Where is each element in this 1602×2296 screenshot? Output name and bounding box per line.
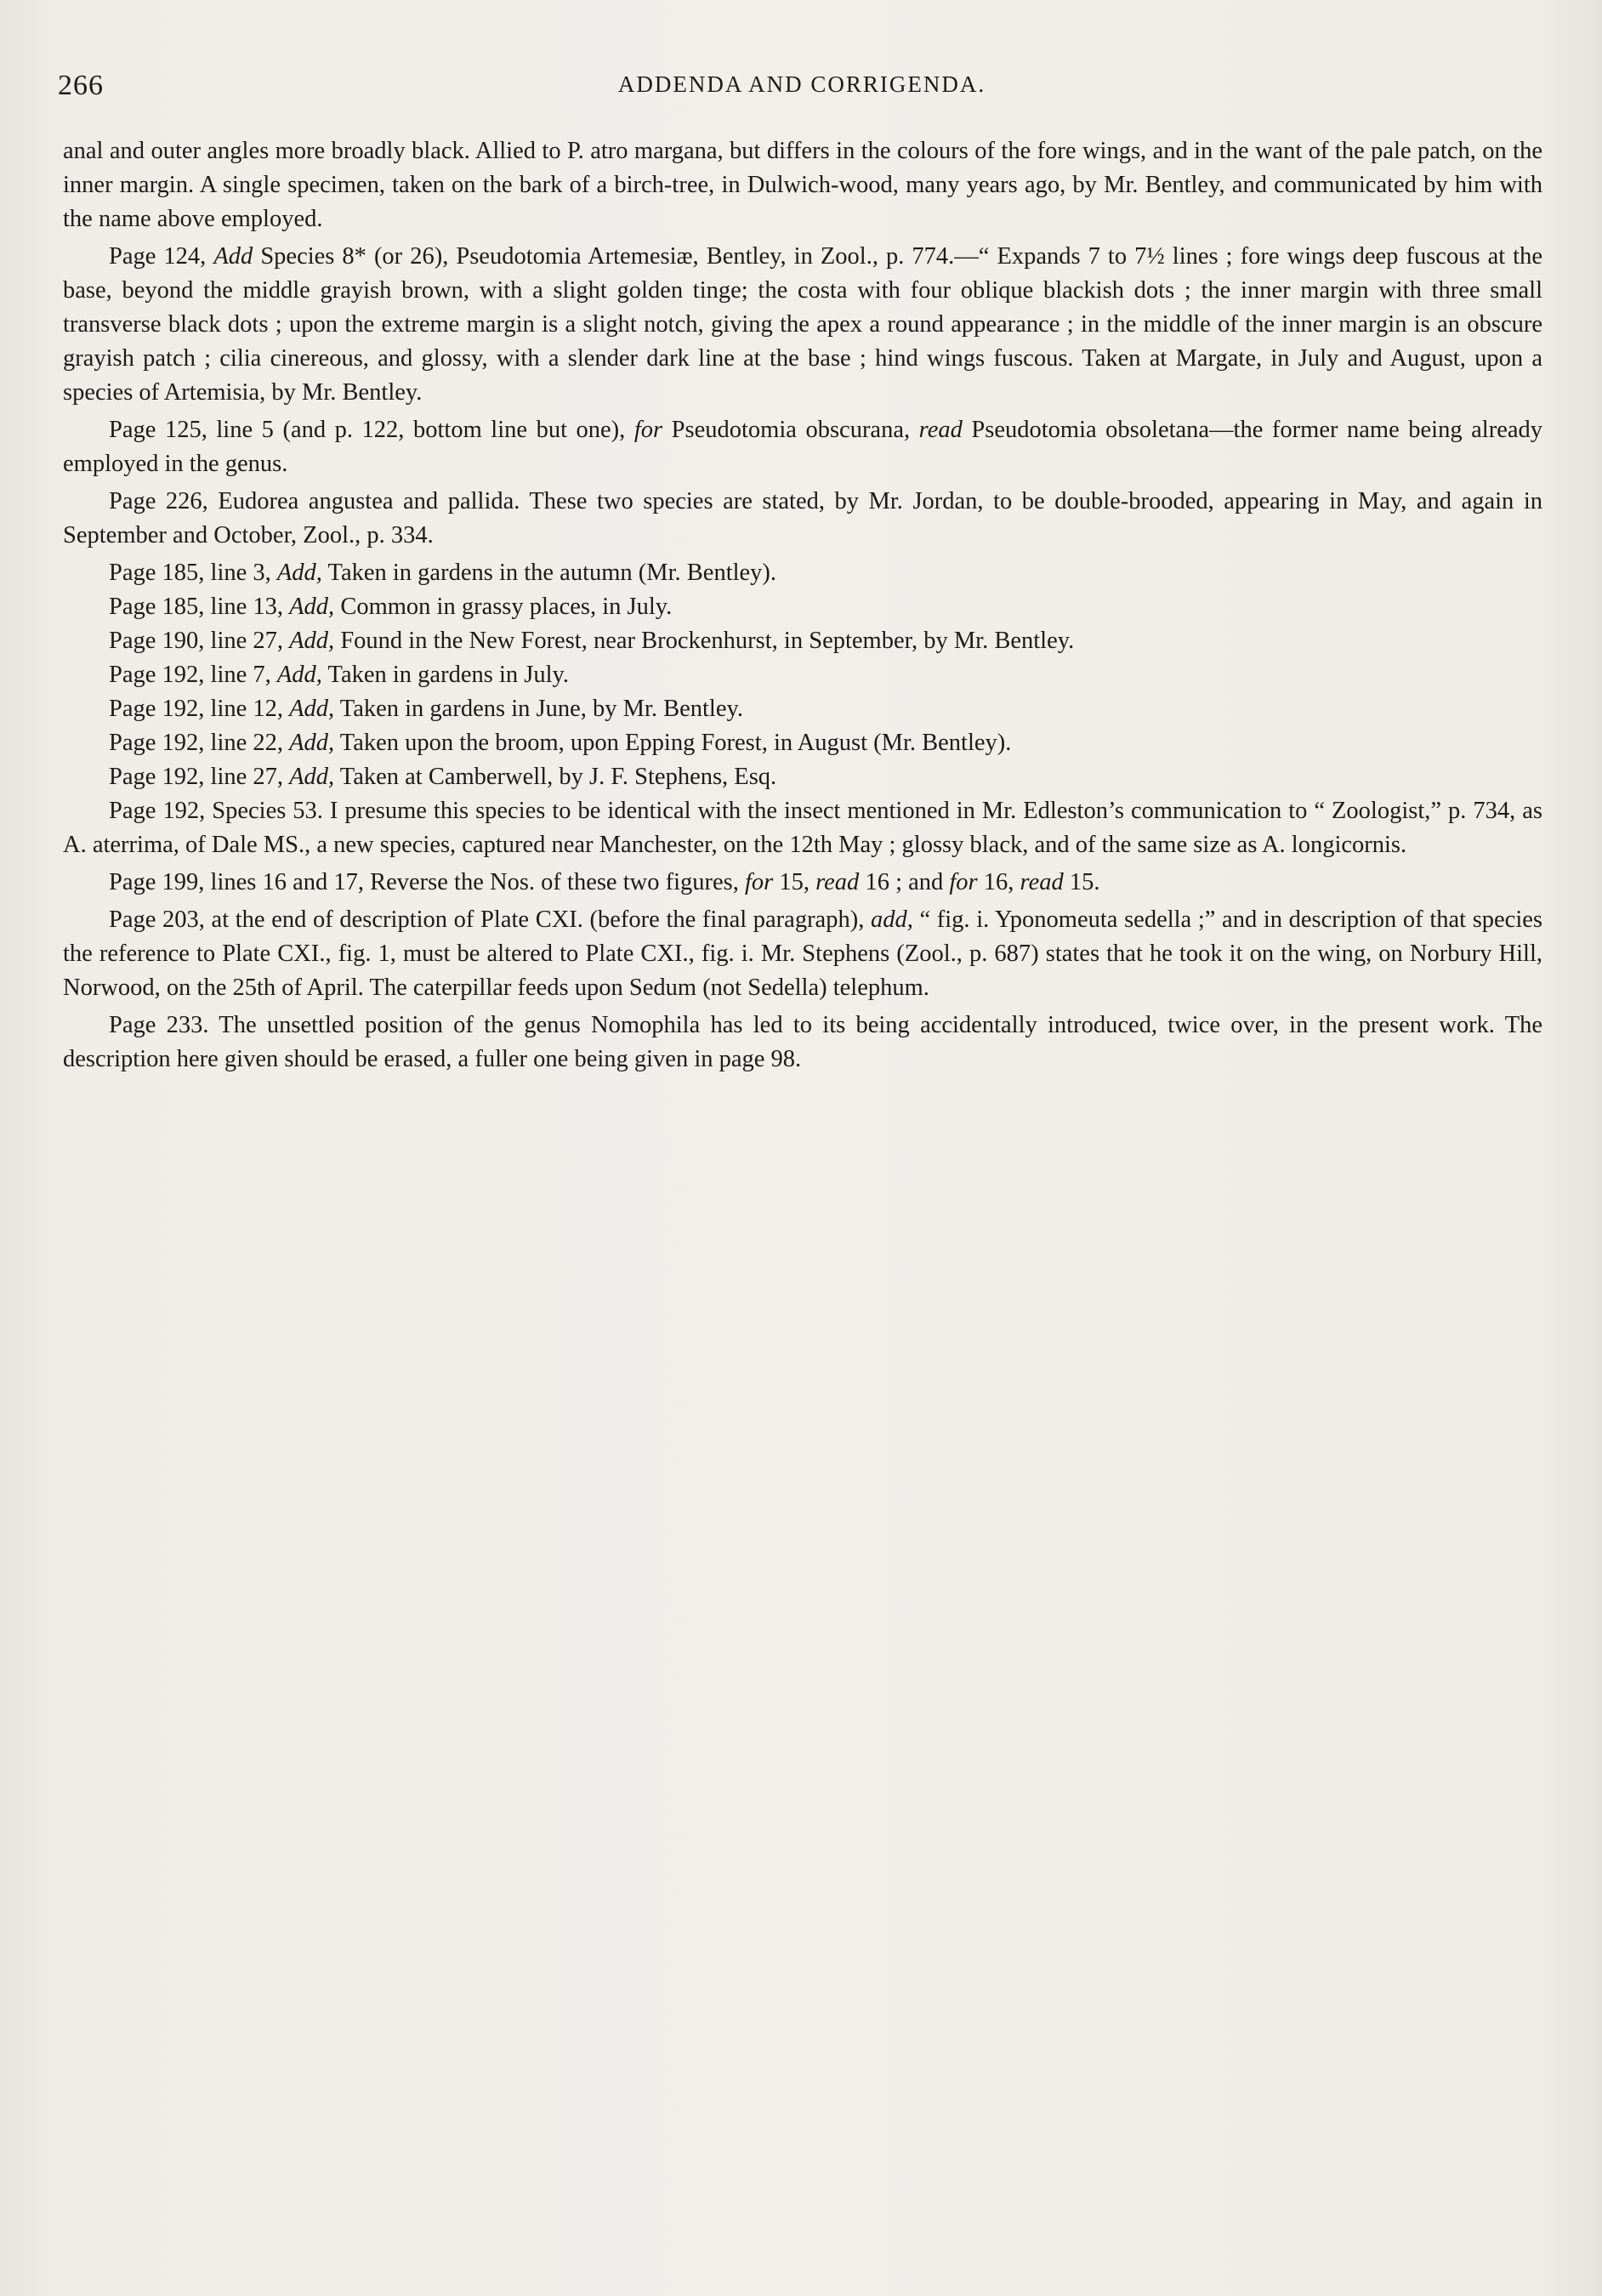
- italic-add: Add,: [289, 730, 335, 756]
- text-run: Pseudotomia obscurana,: [662, 417, 919, 443]
- page-number: 266: [58, 70, 104, 101]
- italic-read: read: [918, 417, 963, 443]
- paragraph-page-226: [63, 485, 1542, 553]
- text-run: Page 185, line 3,: [109, 560, 277, 586]
- italic-add: Add,: [289, 696, 335, 722]
- text-run: Page 190, line 27,: [109, 628, 290, 654]
- text-run: Taken at Camberwell, by J. F. Stephens, Esq.: [334, 764, 777, 790]
- italic-add: Add,: [289, 594, 335, 620]
- italic-add: Add,: [289, 764, 335, 790]
- text-run: Taken in gardens in June, by Mr. Bentley.: [334, 696, 744, 722]
- paragraph-page-125: [63, 413, 1542, 481]
- text-run: Page 125, line 5 (and p. 122, bottom line but one),: [109, 417, 634, 443]
- italic-for: for: [633, 417, 663, 443]
- text-run: “ fig. i. Yponomeuta sedella ;” and in description of that species the reference to Plate CXI., fig. 1, must be altered to Plate CXI., fig. i. Mr. Stephens (Zool., p. 687) states that he took it on the wing, on Norbury Hill, Norwood, on the 25th of April. The caterpillar feeds upon Sedum (not Sedella) telephum.: [63, 906, 1542, 1001]
- paragraph-page-199: [63, 866, 1542, 900]
- running-head: [58, 70, 1546, 104]
- text-run: Taken in gardens in July.: [321, 662, 570, 688]
- paragraph-page-192-species-53: [63, 794, 1542, 862]
- text-run: Page 192, Species 53. I presume this species to be identical with the insect mentioned in Mr. Edleston’s communication to “ Zoologist,” p. 734, as A. aterrima, of Dale MS., a new species, captured near Manchester, on the 12th May ; glossy black, and of the same size as A. longicornis.: [63, 798, 1542, 858]
- text-run: Page 192, line 7,: [109, 662, 277, 688]
- italic-add: add,: [870, 906, 913, 933]
- text-run: Page 185, line 13,: [109, 594, 290, 620]
- text-run: Page 199, lines 16 and 17, Reverse the Nos. of these two figures,: [109, 869, 745, 895]
- italic-read: read: [1020, 869, 1064, 895]
- text-run: Found in the New Forest, near Brockenhurst, in September, by Mr. Bentley.: [334, 628, 1075, 654]
- italic-add: Add,: [276, 560, 322, 586]
- text-run: Page 233. The unsettled position of the genus Nomophila has led to its being accidentally introduced, twice over, in the present work. The description here given should be erased, a fuller one being given in page 98.: [63, 1012, 1542, 1072]
- text-run: 15,: [773, 869, 816, 895]
- paragraph-page-233: [63, 1009, 1542, 1077]
- text-run: Page 124,: [109, 243, 214, 270]
- text-run: Pseudotomia obsoletana—the former name being already employed in the genus.: [63, 417, 1542, 477]
- paragraph-page-203: [63, 903, 1542, 1005]
- entry-page-192-line-12: [63, 692, 1542, 726]
- paragraph-continuation: [63, 134, 1542, 236]
- text-run: Taken in gardens in the autumn (Mr. Bentley).: [321, 560, 777, 586]
- italic-for: for: [744, 869, 774, 895]
- text-run: Page 203, at the end of description of Plate CXI. (before the final paragraph),: [109, 906, 871, 933]
- entry-page-192-line-27: [63, 760, 1542, 794]
- italic-read: read: [815, 869, 860, 895]
- paragraph-page-124: [63, 240, 1542, 410]
- text-run: 15.: [1063, 869, 1100, 895]
- text-run: 16,: [977, 869, 1020, 895]
- text-run: 16 ; and: [859, 869, 950, 895]
- entry-page-192-line-22: [63, 726, 1542, 760]
- italic-add: Add,: [276, 662, 322, 688]
- text-run: Page 192, line 22,: [109, 730, 290, 756]
- entry-page-190-line-27: [63, 624, 1542, 658]
- running-title: ADDENDA AND CORRIGENDA.: [617, 71, 986, 97]
- body-text: [63, 134, 1542, 1080]
- italic-for: for: [949, 869, 978, 895]
- paragraph-text: anal and outer angles more broadly black. Allied to P. atro margana, but differs in the colours of the fore wings, and in the want of the pale patch, on the inner margin. A single specimen, taken on the bark of a birch-tree, in Dulwich-wood, many years ago, by Mr. Bentley, and communicated by him with the name above employed.: [63, 138, 1542, 232]
- entry-page-185-line-13: [63, 590, 1542, 624]
- text-run: Page 192, line 27,: [109, 764, 290, 790]
- text-run: Page 226, Eudorea angustea and pallida. These two species are stated, by Mr. Jordan, to be double-brooded, appearing in May, and again in September and October, Zool., p. 334.: [63, 488, 1542, 548]
- italic-add: Add: [213, 243, 253, 270]
- entry-page-192-line-7: [63, 658, 1542, 692]
- text-run: Species 8* (or 26), Pseudotomia Artemesiæ, Bentley, in Zool., p. 774.—“ Expands 7 to 7½ lines ; fore wings deep fuscous at the base, beyond the middle grayish brown, with a slight golden tinge; the costa with four oblique blackish dots ; the inner margin with three small transverse black dots ; upon the extreme margin is a slight notch, giving the apex a round appearance ; in the middle of the inner margin is an obscure grayish patch ; cilia cinereous, and glossy, with a slender dark line at the base ; hind wings fuscous. Taken at Margate, in July and August, upon a species of Artemisia, by Mr. Bentley.: [63, 243, 1542, 406]
- text-run: Common in grassy places, in July.: [334, 594, 673, 620]
- text-run: Taken upon the broom, upon Epping Forest, in August (Mr. Bentley).: [334, 730, 1012, 756]
- italic-add: Add,: [289, 628, 335, 654]
- entry-page-185-line-3: [63, 556, 1542, 590]
- text-run: Page 192, line 12,: [109, 696, 290, 722]
